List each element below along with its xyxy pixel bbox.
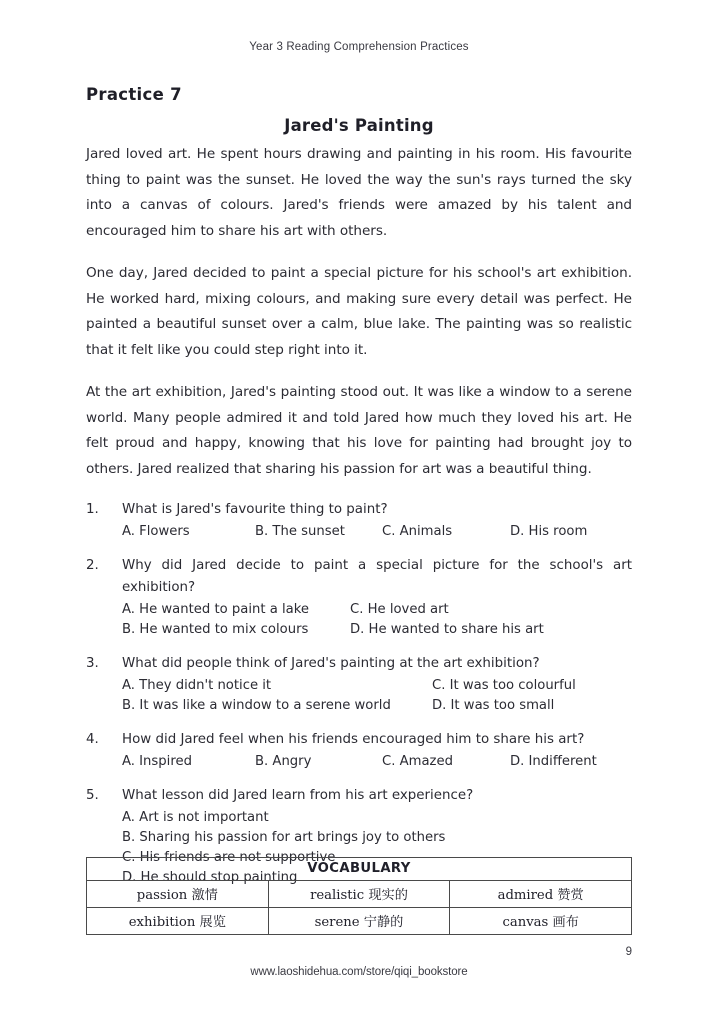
option-b[interactable]: B. Angry (255, 754, 312, 769)
question-body (122, 499, 632, 542)
passage (86, 142, 632, 482)
option-c[interactable]: C. Animals (382, 524, 453, 539)
option-d[interactable]: D. It was too small (432, 698, 555, 713)
vocabulary-cell: passion 激情 (87, 881, 269, 908)
option-group (122, 600, 632, 640)
content-column (86, 85, 632, 901)
option-group (122, 752, 632, 772)
vocabulary-cell: exhibition 展览 (87, 908, 269, 935)
option-a[interactable]: A. Flowers (122, 524, 190, 539)
passage-paragraph: Jared loved art. He spent hours drawing and painting in his room. His favourite thing to paint was the sunset. He loved the way the sun's rays turned the sky into a canvas of colours. Jared's friends were amazed by his talent and encouraged him to share his art with others. (86, 146, 632, 239)
question-text: What is Jared's favourite thing to paint? (122, 502, 388, 517)
table-row (87, 858, 632, 881)
vocabulary-cell: realistic 现实的 (268, 881, 450, 908)
question-item (86, 555, 632, 640)
question-text: Why did Jared decide to paint a special picture for the school's art exhibition? (122, 558, 632, 595)
passage-paragraph: One day, Jared decided to paint a special picture for his school's art exhibition. He worked hard, mixing colours, and making sure every detail was perfect. He painted a beautiful sunset over a calm, blue lake. The painting was so realistic that it felt like you could step right into it. (86, 265, 632, 358)
footer-url: www.laoshidehua.com/store/qiqi_bookstore (250, 966, 468, 978)
option-b[interactable]: B. It was like a window to a serene world (122, 698, 391, 713)
option-c[interactable]: C. Amazed (382, 754, 453, 769)
table-row (87, 881, 632, 908)
option-group (122, 522, 632, 542)
question-text: What did people think of Jared's painting at the art exhibition? (122, 656, 540, 671)
option-d[interactable]: D. He wanted to share his art (350, 622, 544, 637)
question-text: How did Jared feel when his friends encouraged him to share his art? (122, 732, 585, 747)
option-c[interactable]: C. His friends are not supportive (122, 850, 336, 865)
question-item (86, 653, 632, 716)
option-a[interactable]: A. Inspired (122, 754, 192, 769)
question-body (122, 555, 632, 640)
vocabulary-cell: admired 赞赏 (450, 881, 632, 908)
option-a[interactable]: A. They didn't notice it (122, 678, 272, 693)
question-text: What lesson did Jared learn from his art experience? (122, 788, 474, 803)
vocabulary-heading: VOCABULARY (87, 858, 632, 881)
option-d[interactable]: D. Indifferent (510, 754, 597, 769)
question-number: 1. (86, 502, 99, 517)
question-item (86, 499, 632, 542)
vocabulary-cell: canvas 画布 (450, 908, 632, 935)
option-b[interactable]: B. The sunset (255, 524, 345, 539)
running-header: Year 3 Reading Comprehension Practices (249, 41, 469, 53)
table-row (87, 908, 632, 935)
question-number: 4. (86, 732, 99, 747)
option-group (122, 676, 632, 716)
page-number: 9 (625, 946, 632, 958)
option-d[interactable]: D. He should stop painting (122, 870, 298, 885)
option-c[interactable]: C. He loved art (350, 602, 449, 617)
option-b[interactable]: B. He wanted to mix colours (122, 622, 309, 637)
question-number: 3. (86, 656, 99, 671)
vocabulary-cell: serene 宁静的 (268, 908, 450, 935)
question-body (122, 653, 632, 716)
vocabulary-section (86, 857, 632, 935)
question-body (122, 729, 632, 772)
question-number: 2. (86, 558, 99, 573)
question-number: 5. (86, 788, 99, 803)
option-a[interactable]: A. Art is not important (122, 810, 269, 825)
practice-label: Practice 7 (86, 85, 182, 104)
option-c[interactable]: C. It was too colourful (432, 678, 576, 693)
option-b[interactable]: B. Sharing his passion for art brings joy to others (122, 830, 446, 845)
question-item (86, 729, 632, 772)
option-a[interactable]: A. He wanted to paint a lake (122, 602, 310, 617)
question-list (86, 499, 632, 888)
vocabulary-table (86, 857, 632, 935)
option-d[interactable]: D. His room (510, 524, 588, 539)
passage-paragraph: At the art exhibition, Jared's painting stood out. It was like a window to a serene world. Many people admired it and told Jared how much they loved his art. He felt proud and happy, knowing that his love for painting had brought joy to others. Jared realized that sharing his passion for art was a beautiful thing. (86, 384, 632, 477)
story-title: Jared's Painting (284, 116, 434, 135)
